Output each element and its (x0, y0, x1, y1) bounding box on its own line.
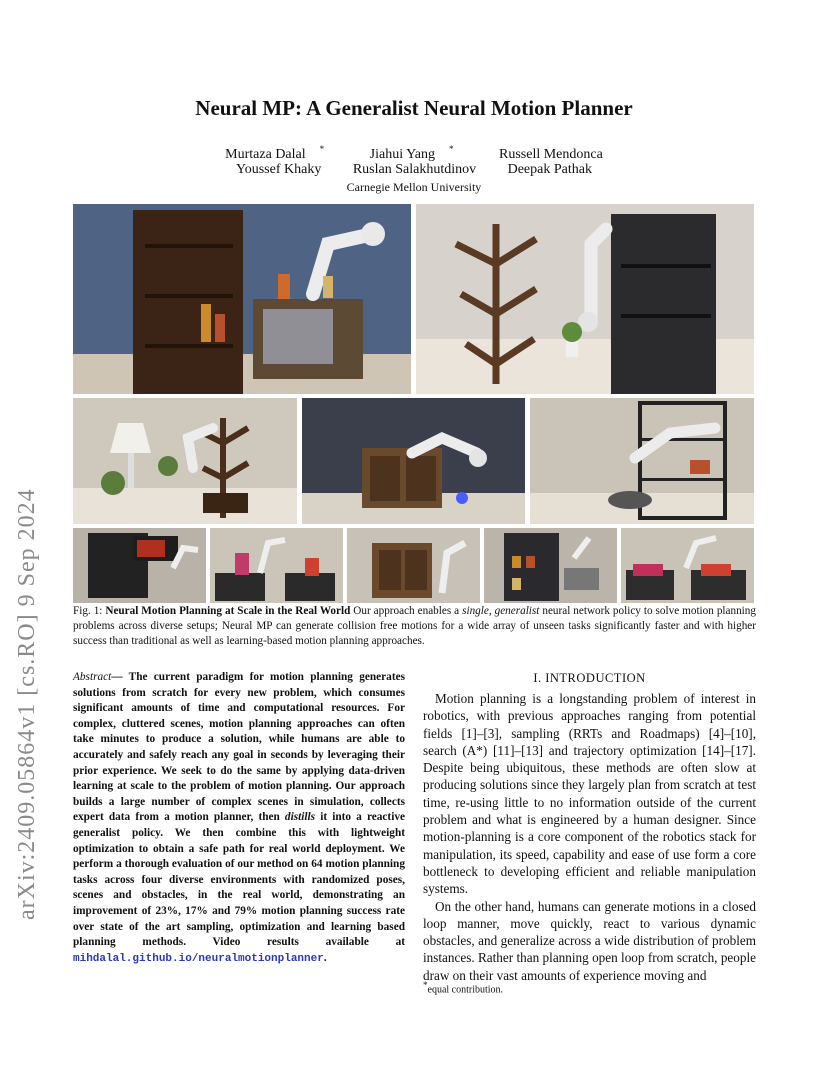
photo-lamp-plant-shelf-scene (73, 398, 297, 524)
author: Jiahui Yang * (369, 144, 454, 162)
authors-line-2 (0, 162, 828, 178)
photo-microwave-cart-scene (73, 528, 206, 603)
photo-tree-shelf-robot-scene (416, 204, 754, 394)
photo-metal-shelf-pot-scene (530, 398, 754, 524)
section-heading: I. INTRODUCTION (533, 671, 646, 685)
author: Deepak Pathak (507, 162, 592, 177)
author: Ruslan Salakhutdinov (352, 162, 477, 177)
abstract-lead: Abstract (73, 671, 112, 683)
author: Youssef Khaky (236, 162, 322, 177)
photo-wood-cabinet-scene (347, 528, 480, 603)
photo-cabinet-robot-scene (302, 398, 525, 524)
arxiv-stamp: arXiv:2409.05864v1 [cs.RO] 9 Sep 2024 (14, 488, 40, 920)
author: Murtaza Dalal * (225, 144, 325, 162)
photo-pantry-shelf-scene (484, 528, 617, 603)
paper-title: Neural MP: A Generalist Neural Motion Planner (195, 96, 633, 120)
figure-caption: Fig. 1: Neural Motion Planning at Scale in the Real World Our approach enables a single, generalist neural network policy to solve motion planning problems across diverse setups; Neural MP can generate collision free motions for a wide array of unseen tasks significantly faster and with higher success than traditional as well as learning-based motion planning approaches. (73, 605, 756, 647)
photo-bookshelf-robot-scene (73, 204, 411, 394)
authors-line-1 (0, 144, 828, 163)
project-link[interactable]: mihdalal.github.io/neuralmotionplanner (73, 952, 324, 965)
photo-bins-robot-scene (210, 528, 343, 603)
photo-crate-robot-scene (621, 528, 754, 603)
intro-paragraph: Motion planning is a longstanding problem of interest in robotics, with previous approaches ranging from potential fields [1]–[3], sampling (RRTs and Roadmaps) [4]–[10], search (A*) [11]–[13] and trajectory optimization [14]–[17]. Despite being ubiquitous, these methods are often slow at producing solutions since they largely plan from scratch at test time, re-using little to no information outside of the current problem and what is engineered by a human designer. Since motion-planning is a core component of the robotics stack for manipulation, its speed, capability and ease of use form a core bottleneck to developing efficient and reliable manipulation systems. (423, 691, 756, 897)
author: Russell Mendonca (499, 146, 603, 162)
footnote: *equal contribution. (423, 980, 504, 996)
intro-paragraph: On the other hand, humans can generate motions in a closed loop manner, move quickly, react to various dynamic obstacles, and generalize across a wide distribution of problem instances. Rather than planning open loop from scratch, people draw on their vast amounts of experience moving and (423, 898, 756, 983)
affiliation: Carnegie Mellon University (346, 180, 482, 194)
abstract: Abstract— The current paradigm for motion planning generates solutions from scratch for every new problem, which consumes significant amounts of time and computational resources. For complex, cluttered scenes, motion planning approaches can often take minutes to produce a solution, while humans are able to accurately and safely reach any goal in seconds by leveraging their prior experience. We seek to do the same by applying data-driven learning at scale to the problem of motion planning. Our approach builds a large number of complex scenes in simulation, collects expert data from a motion planner, then distills it into a reactive generalist policy. We then combine this with lightweight optimization to obtain a safe path for real world deployment. We perform a thorough evaluation of our method on 64 motion planning tasks across four diverse environments with randomized poses, scenes and obstacles, in the real world, demonstrating an improvement of 23%, 17% and 79% motion planning success rate over state of the art sampling, optimization and learning based planning methods. Video results available at mihdalal.github.io/neuralmotionplanner. (73, 671, 405, 965)
introduction-body (423, 690, 756, 984)
